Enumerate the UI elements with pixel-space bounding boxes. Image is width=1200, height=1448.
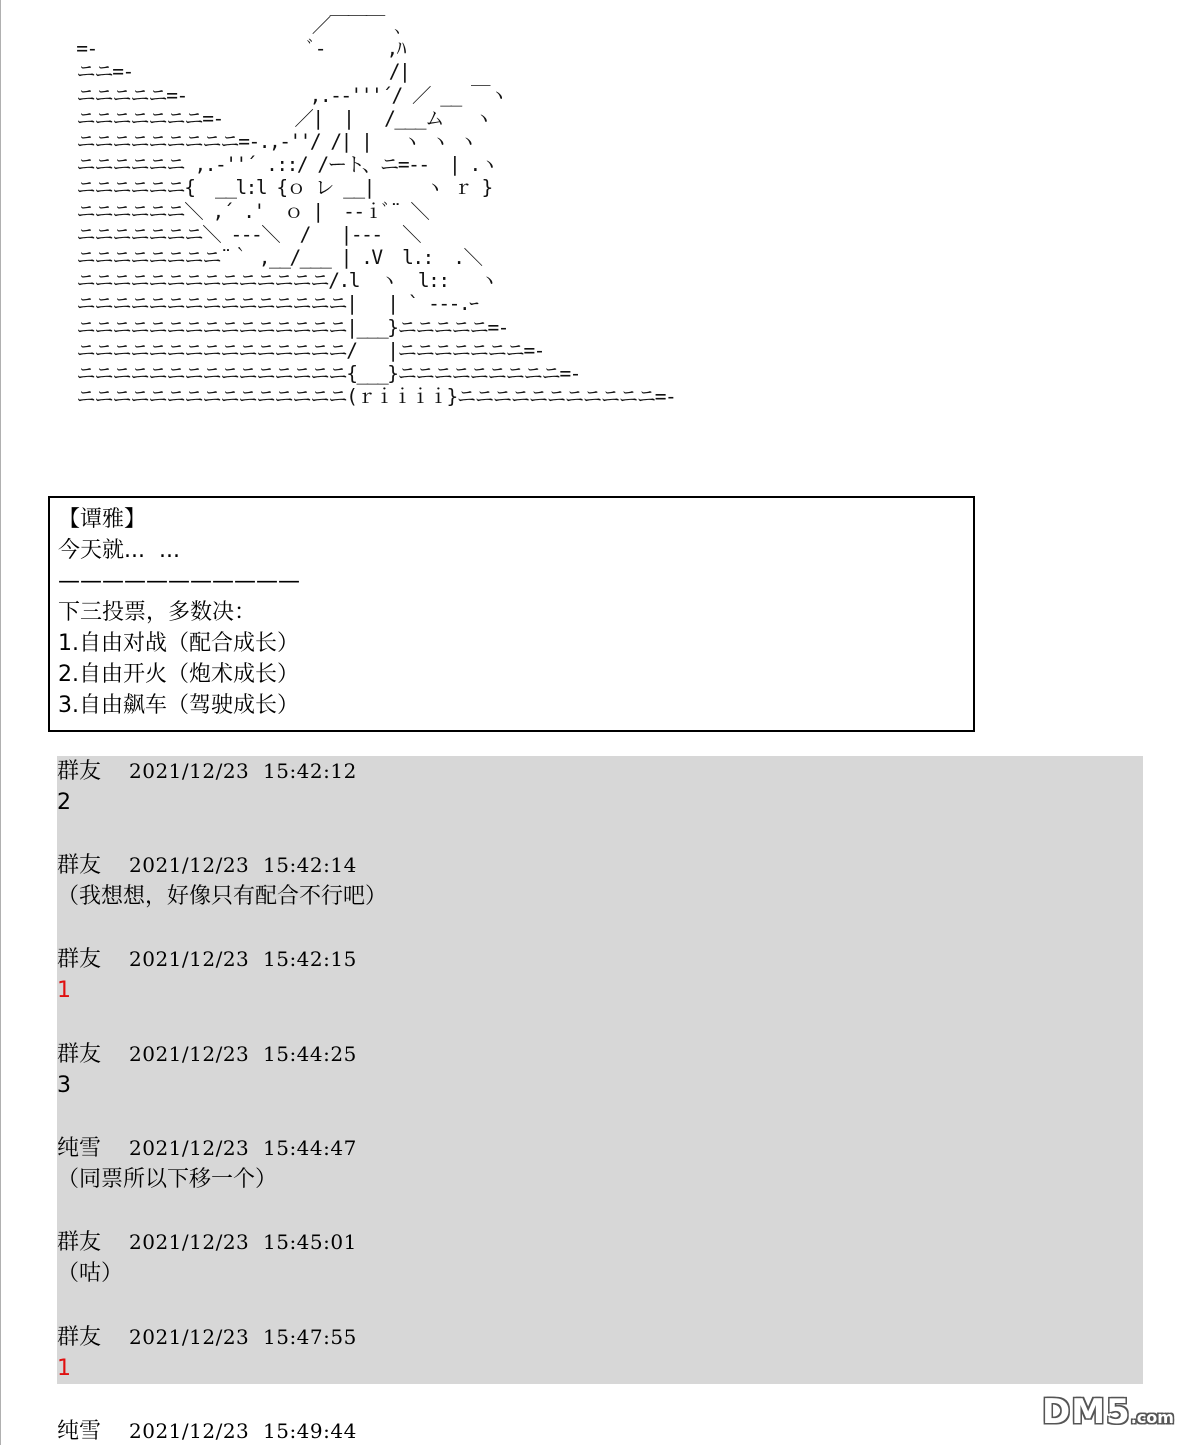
- watermark-logo-text: DM5: [1042, 1392, 1131, 1432]
- message-text: 2: [57, 790, 71, 815]
- chat-message: [57, 1415, 1137, 1447]
- message-user: 群友: [57, 1042, 102, 1067]
- vote-prompt: 下三投票，多数决：: [58, 600, 257, 625]
- message-timestamp: 2021/12/23 15:44:47: [129, 1136, 357, 1160]
- vote-option-3: 3.自由飙车（驾驶成长）: [58, 693, 299, 718]
- message-text: （同票所以下移一个）: [57, 1167, 278, 1192]
- message-timestamp: 2021/12/23 15:45:01: [129, 1230, 357, 1254]
- message-timestamp: 2021/12/23 15:44:25: [129, 1042, 357, 1066]
- message-user: 纯雪: [57, 1136, 102, 1161]
- message-text: （我想想，好像只有配合不行吧）: [57, 884, 388, 909]
- message-timestamp: 2021/12/23 15:42:15: [129, 947, 357, 971]
- message-text-vote: 1: [57, 1356, 71, 1381]
- watermark-domain: .com: [1130, 1408, 1174, 1427]
- dialogue-divider: ———————————: [58, 569, 300, 594]
- chat-message: [57, 755, 1137, 819]
- vote-option-1: 1.自由对战（配合成长）: [58, 631, 299, 656]
- message-text: （咕）: [57, 1261, 124, 1286]
- message-user: 群友: [57, 1230, 102, 1255]
- message-text: 3: [57, 1073, 71, 1098]
- message-text-vote: 1: [57, 978, 71, 1003]
- site-watermark-logo: [1042, 1392, 1190, 1438]
- dialogue-line: 今天就... ...: [58, 538, 180, 563]
- chat-message: [57, 1132, 1137, 1196]
- dialogue-speaker: 【谭雅】: [58, 507, 147, 532]
- ascii-art-illustration: ／￣￣￣ ､ =- ﾞ- ,ﾊ ニニ=- /| ニニニニニ=- ,.-‐'''´/ ／ __ ￣ヽ ニニニニニニニ=- ／| | /___ム ヽ ニニニニニニニニニ=-.,-''/ /| | ヽ ヽ ヽ ニニニニニニ ,.-''´ .::/ /ート、ニ=-- | .ヽ ニニニニニニ{ __l:l {ｏ レ __| ヽ ｒ } ニニニニニニ＼ ,´ .' ｏ | --ｉﾞ¨ ＼ ニニニニニニニ＼ ---＼ / |--- ＼ ニニニニニニニニ¨｀ ,__/___ | .V l.: .＼ ニニニニニニニニニニニニニニ/.l ヽ l:: ヽ ニニニニニニニニニニニニニニニ| | ` ---.ｰ ニニニニニニニニニニニニニニニ|___}ニニニニニ=- ニニニニニニニニニニニニニニニ/ |ニニニニニニニ=- ニニニニニニニニニニニニニニニ{___}ニニニニニニニニニ=- ニニニニニニニニニニニニニニニ(ｒｉｉｉｉ}ニニニニニニニニニニニ=-: [76, 14, 676, 409]
- page-left-border: [0, 0, 1, 1445]
- vote-option-2: 2.自由开火（炮术成长）: [58, 662, 299, 687]
- message-timestamp: 2021/12/23 15:49:44: [129, 1419, 357, 1443]
- message-user: 群友: [57, 947, 102, 972]
- message-timestamp: 2021/12/23 15:42:14: [129, 853, 357, 877]
- chat-message: [57, 1321, 1137, 1385]
- chat-message: [57, 1226, 1137, 1290]
- message-user: 群友: [57, 759, 102, 784]
- message-user: 群友: [57, 1325, 102, 1350]
- message-timestamp: 2021/12/23 15:47:55: [129, 1325, 357, 1349]
- message-user: 纯雪: [57, 1419, 102, 1444]
- message-user: 群友: [57, 853, 102, 878]
- chat-message: [57, 849, 1137, 913]
- chat-message: [57, 1038, 1137, 1102]
- chat-message: [57, 943, 1137, 1007]
- message-timestamp: 2021/12/23 15:42:12: [129, 759, 357, 783]
- dialogue-box: [48, 496, 975, 732]
